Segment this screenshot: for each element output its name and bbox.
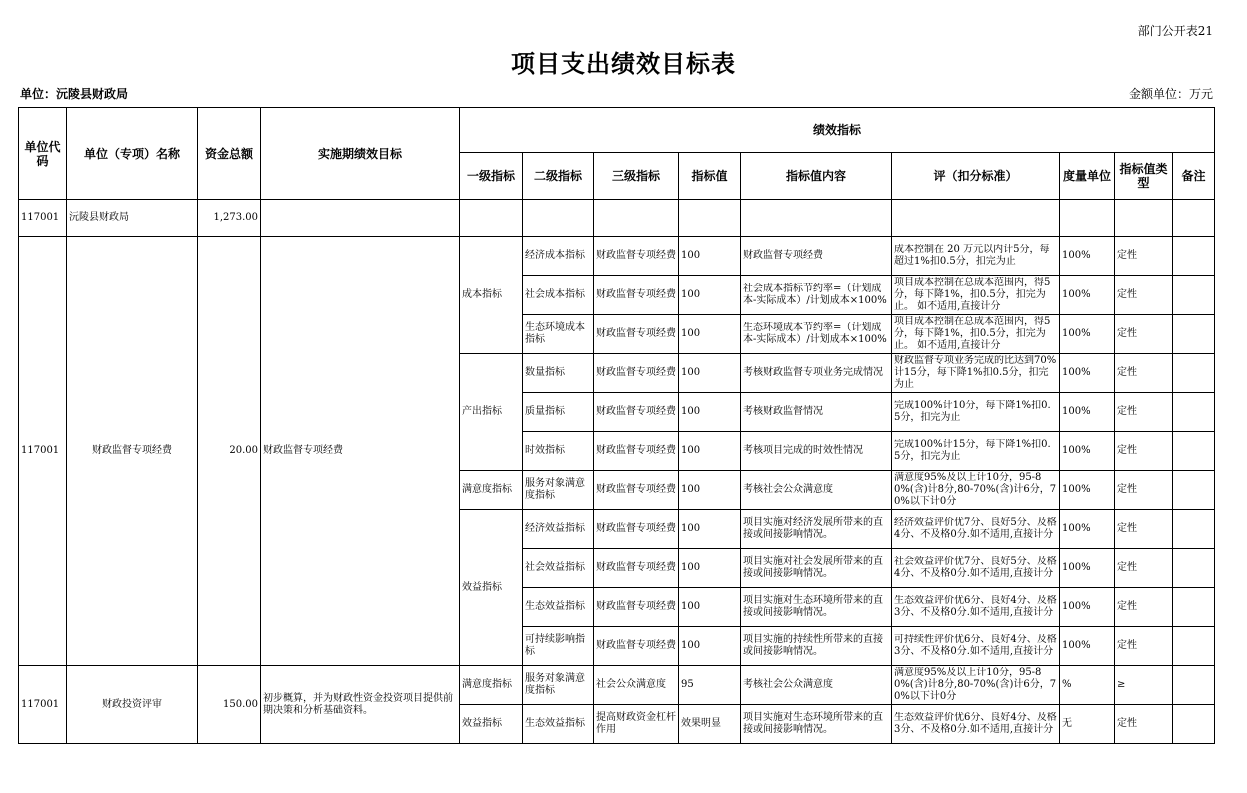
level2: 社会效益指标	[523, 549, 594, 588]
unit-total: 1,273.00	[198, 200, 261, 237]
level3: 提高财政资金杠杆作用	[594, 705, 679, 744]
indicator-content: 考核财政监督情况	[741, 393, 892, 432]
unit-row	[19, 200, 1215, 237]
measure-unit: 100%	[1060, 588, 1115, 627]
measure-unit: 100%	[1060, 237, 1115, 276]
level2: 数量指标	[523, 354, 594, 393]
level2: 时效指标	[523, 432, 594, 471]
remark	[1173, 393, 1215, 432]
unit-name: 沅陵县财政局	[67, 200, 198, 237]
indicator-value: 100	[679, 471, 741, 510]
scoring-text: 完成100%计10分，每下降1%扣0.5分，扣完为止	[894, 400, 1051, 423]
form-number: 部门公开表21	[1137, 24, 1213, 38]
indicator-content: 项目实施对经济发展所带来的直接或间接影响情况。	[741, 510, 892, 549]
header-content: 指标值内容	[741, 153, 892, 200]
table-row	[19, 237, 1215, 276]
measure-unit: 无	[1060, 705, 1115, 744]
value-type: 定性	[1115, 471, 1173, 510]
table-row	[19, 666, 1215, 705]
scoring-text: 可持续性评价优6分、良好4分、及格3分、不及格0分.如不适用,直接计分	[894, 634, 1057, 657]
project2-code: 117001	[19, 666, 67, 744]
level2: 生态环境成本指标	[523, 315, 594, 354]
value-type: 定性	[1115, 705, 1173, 744]
scoring-standard	[892, 315, 1060, 354]
indicator-value: 100	[679, 627, 741, 666]
level3: 财政监督专项经费	[594, 432, 679, 471]
indicator-value: 100	[679, 315, 741, 354]
level3: 财政监督专项经费	[594, 276, 679, 315]
level2: 生态效益指标	[523, 705, 594, 744]
indicator-value: 100	[679, 237, 741, 276]
level2: 可持续影响指标	[523, 627, 594, 666]
header-performance: 绩效指标	[460, 108, 1215, 153]
scoring-text: 完成100%计15分，每下降1%扣0.5分，扣完为止	[894, 439, 1051, 462]
level3: 财政监督专项经费	[594, 393, 679, 432]
scoring-text: 生态效益评价优6分、良好4分、及格3分、不及格0分.如不适用,直接计分	[894, 712, 1057, 735]
indicator-value: 100	[679, 588, 741, 627]
level1: 满意度指标	[460, 666, 523, 705]
scoring-standard	[892, 627, 1060, 666]
project1-goal: 财政监督专项经费	[261, 237, 460, 666]
unit-code: 117001	[19, 200, 67, 237]
header-total: 资金总额	[198, 108, 261, 200]
scoring-text: 项目成本控制在总成本范围内，得5分，每下降1%，扣0.5分，扣完为止。 如不适用,直接计分	[894, 316, 1051, 351]
header-score: 评（扣分标准）	[892, 153, 1060, 200]
content-text: 生态环境成本节约率=（计划成本-实际成本）/计划成本×100%	[743, 322, 887, 345]
project1-code: 117001	[19, 237, 67, 666]
remark	[1173, 432, 1215, 471]
header-unit-code: 单位代码	[19, 108, 67, 200]
level3: 财政监督专项经费	[594, 471, 679, 510]
measure-unit: 100%	[1060, 276, 1115, 315]
indicator-content	[741, 276, 892, 315]
scoring-standard	[892, 666, 1060, 705]
measure-unit: 100%	[1060, 549, 1115, 588]
value-type: 定性	[1115, 588, 1173, 627]
unit-label: 单位：沅陵县财政局	[20, 87, 129, 101]
level3: 财政监督专项经费	[594, 588, 679, 627]
scoring-standard	[892, 588, 1060, 627]
scoring-standard	[892, 432, 1060, 471]
page-title: 项目支出绩效目标表	[511, 50, 736, 78]
amount-unit-label: 金额单位：万元	[1128, 87, 1213, 101]
performance-table	[18, 107, 1215, 744]
measure-unit: 100%	[1060, 315, 1115, 354]
scoring-standard	[892, 237, 1060, 276]
remark	[1173, 237, 1215, 276]
value-type: 定性	[1115, 393, 1173, 432]
project2-total: 150.00	[198, 666, 261, 744]
remark	[1173, 471, 1215, 510]
indicator-content: 项目实施的持续性所带来的直接或间接影响情况。	[741, 627, 892, 666]
header-level1: 一级指标	[460, 153, 523, 200]
scoring-text: 项目成本控制在总成本范围内，得5分，每下降1%，扣0.5分，扣完为止。 如不适用,直接计分	[894, 277, 1051, 312]
header-value-type: 指标值类型	[1115, 153, 1173, 200]
scoring-standard	[892, 510, 1060, 549]
level3: 财政监督专项经费	[594, 237, 679, 276]
header-unit-name: 单位（专项）名称	[67, 108, 198, 200]
indicator-content: 项目实施对社会发展所带来的直接或间接影响情况。	[741, 549, 892, 588]
level2: 服务对象满意度指标	[523, 471, 594, 510]
scoring-text: 成本控制在 20 万元以内计5分，每超过1%扣0.5分，扣完为止	[894, 244, 1050, 267]
header-measure: 度量单位	[1060, 153, 1115, 200]
content-text: 社会成本指标节约率=（计划成本-实际成本）/计划成本×100%	[743, 283, 887, 306]
group-benefit: 效益指标	[460, 510, 523, 666]
measure-unit: 100%	[1060, 510, 1115, 549]
level2: 社会成本指标	[523, 276, 594, 315]
scoring-text: 财政监督专项业务完成的比达到70%计15分，每下降1%扣0.5分，扣完为止	[894, 355, 1057, 390]
header-value: 指标值	[679, 153, 741, 200]
measure-unit: 100%	[1060, 471, 1115, 510]
indicator-content: 考核社会公众满意度	[741, 666, 892, 705]
scoring-text: 生态效益评价优6分、良好4分、及格3分、不及格0分.如不适用,直接计分	[894, 595, 1057, 618]
remark	[1173, 666, 1215, 705]
indicator-content: 考核财政监督专项业务完成情况	[741, 354, 892, 393]
value-type: 定性	[1115, 432, 1173, 471]
level3: 财政监督专项经费	[594, 354, 679, 393]
scoring-text: 满意度95%及以上计10分，95-80%(含)计8分,80-70%(含)计6分，70%以下计0分	[894, 667, 1057, 702]
project1-name: 财政监督专项经费	[67, 237, 198, 666]
project2-goal: 初步概算，并为财政性资金投资项目提供前期决策和分析基础资料。	[261, 666, 460, 744]
scoring-standard	[892, 354, 1060, 393]
level3: 社会公众满意度	[594, 666, 679, 705]
group-satisfaction: 满意度指标	[460, 471, 523, 510]
header-level2: 二级指标	[523, 153, 594, 200]
value-type: 定性	[1115, 354, 1173, 393]
indicator-value: 100	[679, 354, 741, 393]
scoring-standard	[892, 393, 1060, 432]
indicator-value: 效果明显	[679, 705, 741, 744]
scoring-standard	[892, 705, 1060, 744]
group-output: 产出指标	[460, 354, 523, 471]
value-type: 定性	[1115, 276, 1173, 315]
level3: 财政监督专项经费	[594, 315, 679, 354]
header-remark: 备注	[1173, 153, 1215, 200]
indicator-content: 项目实施对生态环境所带来的直接或间接影响情况。	[741, 705, 892, 744]
remark	[1173, 315, 1215, 354]
remark	[1173, 588, 1215, 627]
scoring-text: 社会效益评价优7分、良好5分、及格4分、不及格0分.如不适用,直接计分	[894, 556, 1057, 579]
level1: 效益指标	[460, 705, 523, 744]
indicator-value: 100	[679, 432, 741, 471]
indicator-content	[741, 315, 892, 354]
value-type: 定性	[1115, 627, 1173, 666]
value-type: 定性	[1115, 237, 1173, 276]
remark	[1173, 510, 1215, 549]
scoring-text: 满意度95%及以上计10分，95-80%(含)计8分,80-70%(含)计6分，70%以下计0分	[894, 472, 1057, 507]
value-type: ≥	[1115, 666, 1173, 705]
scoring-text: 经济效益评价优7分、良好5分、及格4分、不及格0分.如不适用,直接计分	[894, 517, 1057, 540]
level2: 经济成本指标	[523, 237, 594, 276]
level2: 质量指标	[523, 393, 594, 432]
level2: 经济效益指标	[523, 510, 594, 549]
level3: 财政监督专项经费	[594, 627, 679, 666]
header-goal: 实施期绩效目标	[261, 108, 460, 200]
header-level3: 三级指标	[594, 153, 679, 200]
measure-unit: %	[1060, 666, 1115, 705]
level2: 生态效益指标	[523, 588, 594, 627]
value-type: 定性	[1115, 549, 1173, 588]
indicator-value: 95	[679, 666, 741, 705]
project1-total: 20.00	[198, 237, 261, 666]
measure-unit: 100%	[1060, 432, 1115, 471]
scoring-standard	[892, 549, 1060, 588]
remark	[1173, 354, 1215, 393]
measure-unit: 100%	[1060, 627, 1115, 666]
value-type: 定性	[1115, 315, 1173, 354]
remark	[1173, 627, 1215, 666]
indicator-content: 考核项目完成的时效性情况	[741, 432, 892, 471]
group-cost: 成本指标	[460, 237, 523, 354]
scoring-standard	[892, 276, 1060, 315]
project2-name: 财政投资评审	[67, 666, 198, 744]
scoring-standard	[892, 471, 1060, 510]
indicator-content: 项目实施对生态环境所带来的直接或间接影响情况。	[741, 588, 892, 627]
value-type: 定性	[1115, 510, 1173, 549]
remark	[1173, 705, 1215, 744]
indicator-value: 100	[679, 549, 741, 588]
remark	[1173, 276, 1215, 315]
level3: 财政监督专项经费	[594, 549, 679, 588]
level2: 服务对象满意度指标	[523, 666, 594, 705]
indicator-value: 100	[679, 393, 741, 432]
indicator-content: 财政监督专项经费	[741, 237, 892, 276]
measure-unit: 100%	[1060, 393, 1115, 432]
indicator-value: 100	[679, 276, 741, 315]
measure-unit: 100%	[1060, 354, 1115, 393]
indicator-value: 100	[679, 510, 741, 549]
level3: 财政监督专项经费	[594, 510, 679, 549]
indicator-content: 考核社会公众满意度	[741, 471, 892, 510]
remark	[1173, 549, 1215, 588]
